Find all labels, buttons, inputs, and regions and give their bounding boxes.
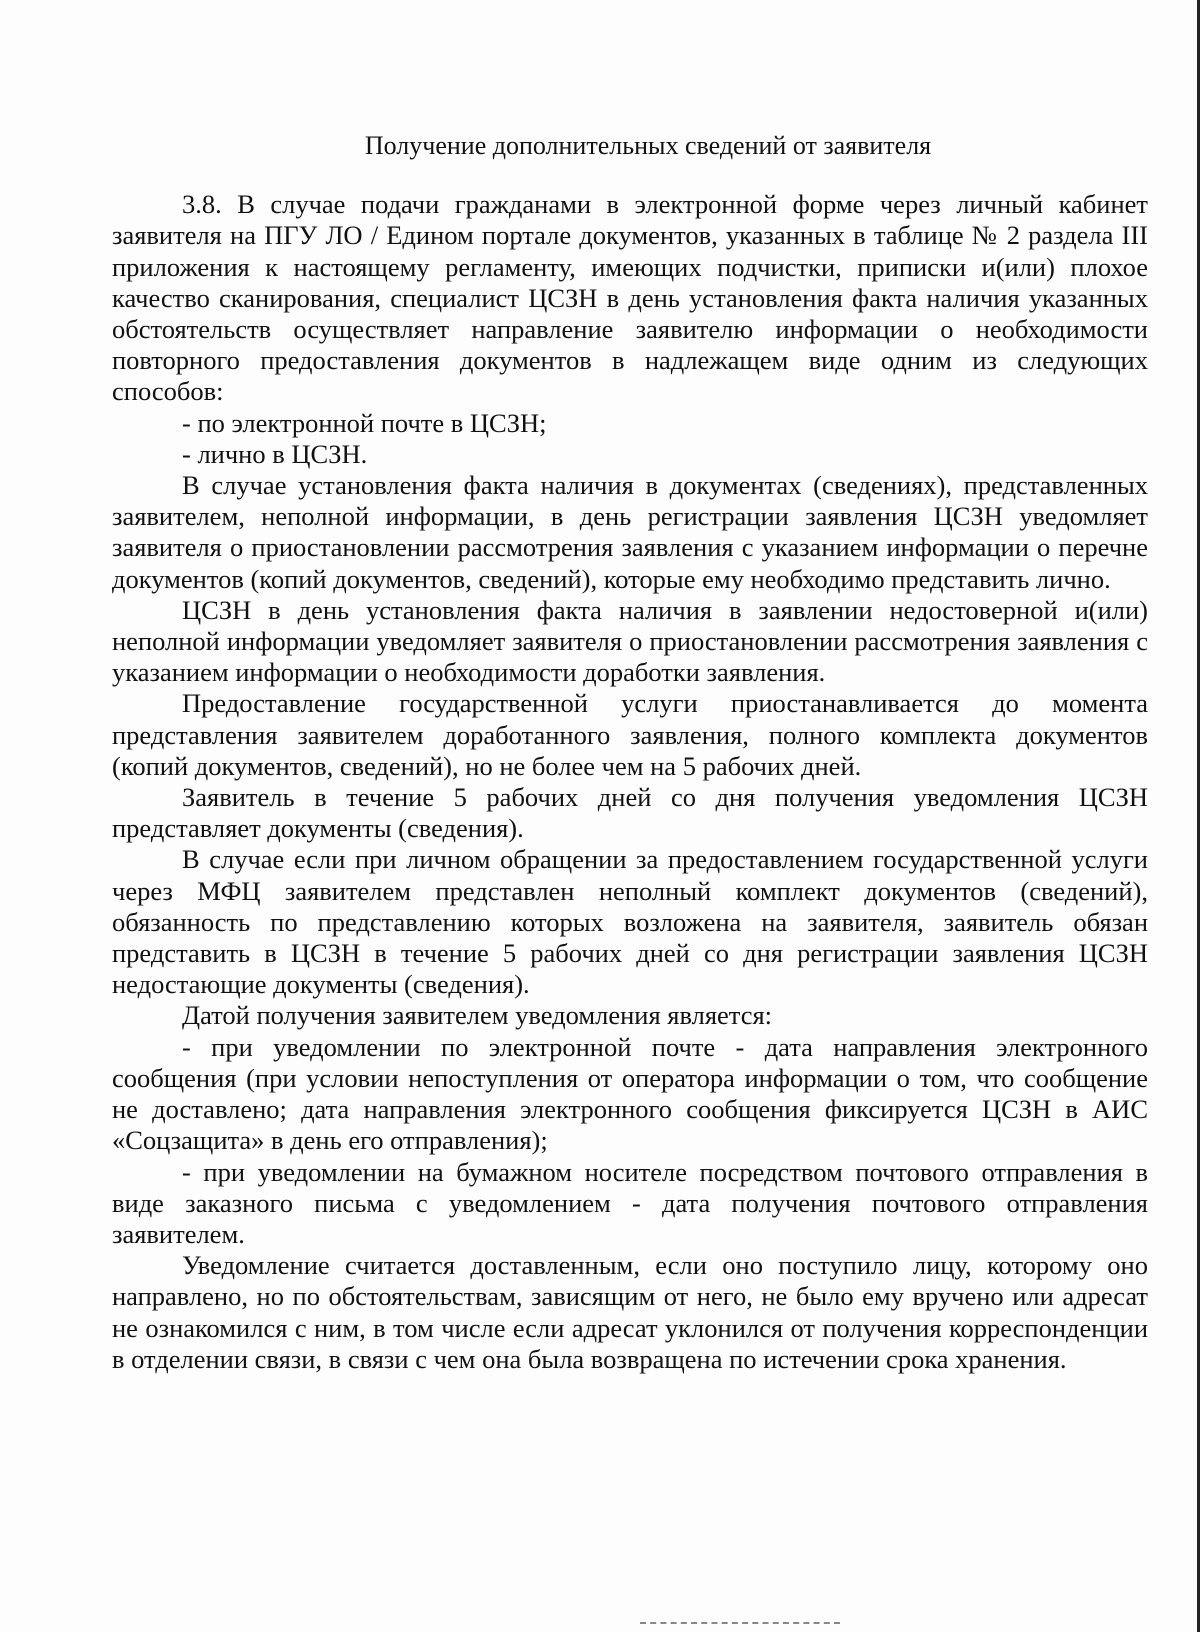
list-item-email: - по электронной почте в ЦСЗН;	[182, 407, 547, 438]
paragraph-3-8: 3.8. В случае подачи гражданами в электронной форме через личный кабинет заявителя на ПГУ ЛО / Едином портале документов, указанных в таблице № 2 раздела III приложения к настоящему регламенту, имеющих подчистки, приписки и(или) плохое качество сканирования, специалист ЦСЗН в день установления факта наличия указанных обстоятельств осуществляет направление заявителю информации о необходимости повторного предоставления документов в надлежащем виде одним из следующих способов:	[112, 189, 1148, 407]
paragraph-notification-date: Датой получения заявителем уведомления является:	[182, 1000, 773, 1031]
paragraph-mfc-incomplete: В случае если при личном обращении за предоставлением государственной услуги через МФЦ заявителем представлен неполный комплект документов (сведений), обязанность по представлению которых возложена на заявителя, заявитель обязан представить в ЦСЗН в течение 5 рабочих дней со дня регистрации заявления ЦСЗН недостающие документы (сведения).	[112, 844, 1148, 1000]
paragraph-paper-notification: - при уведомлении на бумажном носителе посредством почтового отправления в виде заказного письма с уведомлением - дата получения почтового отправления заявителем.	[112, 1156, 1148, 1249]
document-body	[112, 130, 1148, 1375]
paragraph-unreliable-info: ЦСЗН в день установления факта наличия в заявлении недостоверной и(или) неполной информации уведомляет заявителя о приостановлении рассмотрения заявления с указанием информации о необходимости доработки заявления.	[112, 594, 1148, 688]
paragraph-suspension: Предоставление государственной услуги приостанавливается до момента представления заявителем доработанного заявления, полного комплекта документов (копий документов, сведений), но не более чем на 5 рабочих дней.	[112, 688, 1148, 781]
paragraph-incomplete-info: В случае установления факта наличия в документах (сведениях), представленных заявителем, неполной информации, в день регистрации заявления ЦСЗН уведомляет заявителя о приостановлении рассмотрения заявления с указанием информации о перечне документов (копий документов, сведений), которые ему необходимо представить лично.	[112, 470, 1148, 594]
paragraph-email-notification: - при уведомлении по электронной почте - дата направления электронного сообщения (при условии непоступления от оператора информации о том, что сообщение не доставлено; дата направления электронного сообщения фиксируется ЦСЗН в АИС «Соцзащита» в день его отправления);	[112, 1031, 1148, 1156]
list-item-in-person: - лично в ЦСЗН.	[182, 438, 368, 469]
paragraph-applicant-deadline: Заявитель в течение 5 рабочих дней со дня получения уведомления ЦСЗН представляет документы (сведения).	[112, 782, 1148, 844]
scan-bottom-mark	[640, 1622, 840, 1624]
paragraph-delivered-notice: Уведомление считается доставленным, если оно поступило лицу, которому оно направлено, но по обстоятельствам, зависящим от него, не было ему вручено или адресат не ознакомился с ним, в том числе если адресат уклонился от получения корреспонденции в отделении связи, в связи с чем она была возвращена по истечении срока хранения.	[112, 1250, 1148, 1374]
section-title: Получение дополнительных сведений от заявителя	[364, 131, 932, 160]
